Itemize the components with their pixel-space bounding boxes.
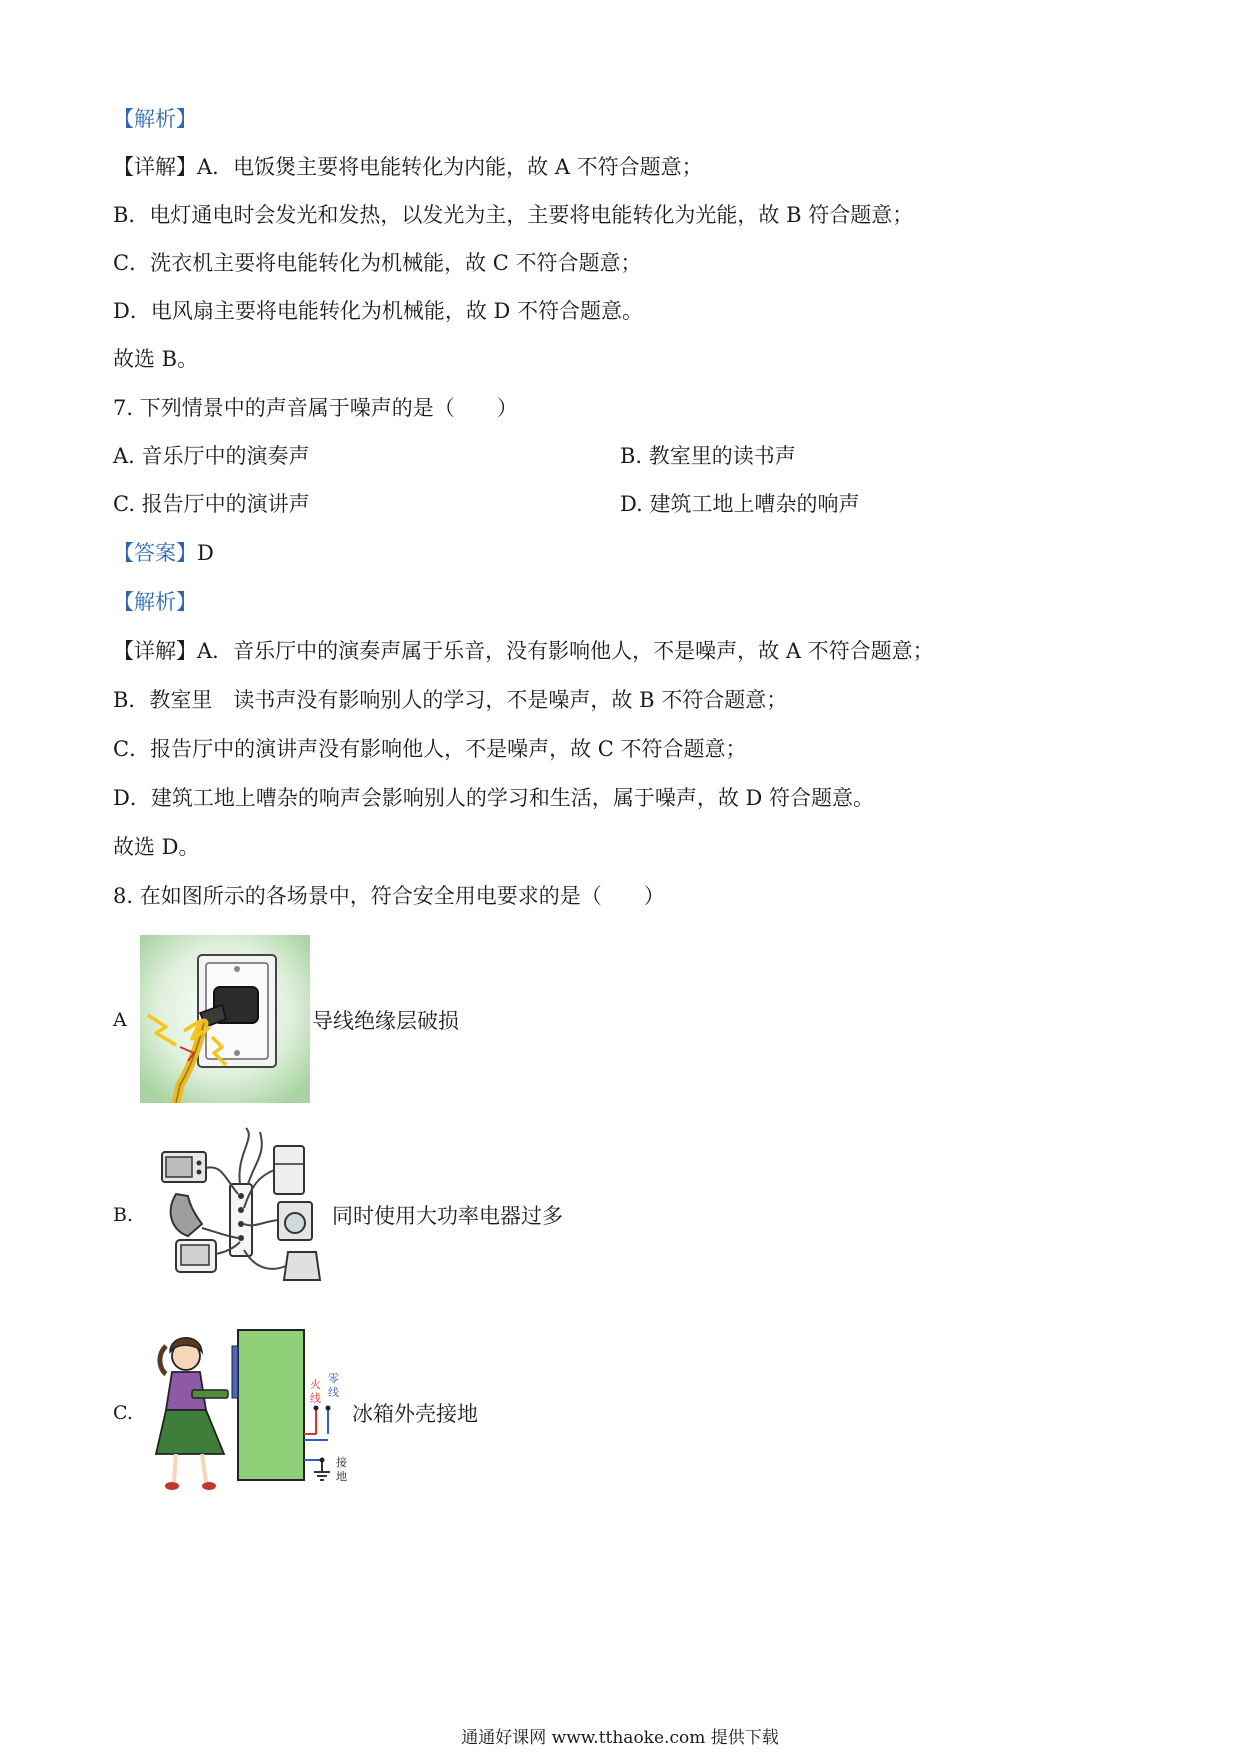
q8-option-c-caption: 冰箱外壳接地: [352, 1402, 478, 1426]
q7-detail-a-text: A．音乐厅中的演奏声属于乐音，没有影响他人，不是噪声，故 A 不符合题意；: [197, 639, 934, 663]
q7-answer: [113, 538, 214, 568]
neutral-wire-label-2: 线: [328, 1386, 339, 1399]
grounded-fridge-illustration: [152, 1326, 360, 1492]
q8-option-b-caption: 同时使用大功率电器过多: [332, 1204, 563, 1228]
page-footer: 通通好课网 www.tthaoke.com 提供下载: [461, 1728, 779, 1748]
q8-option-b-label: B.: [113, 1204, 134, 1226]
live-wire-label-1: 火: [310, 1378, 321, 1391]
q7-detail-b: B．教室里 读书声没有影响别人的学习，不是噪声，故 B 不符合题意；: [113, 688, 788, 712]
ground-label-1: 接: [336, 1456, 347, 1469]
q6-detail-d: D．电风扇主要将电能转化为机械能，故 D 不符合题意。: [113, 299, 644, 323]
q7-option-d: D. 建筑工地上嘈杂的响声: [620, 492, 860, 516]
q8-option-a-caption: 导线绝缘层破损: [312, 1009, 459, 1033]
q8-option-c-label: C.: [113, 1402, 133, 1424]
q6-analysis-heading: 【解析】: [113, 107, 197, 131]
q7-detail-d: D．建筑工地上嘈杂的响声会影响别人的学习和生活，属于噪声，故 D 符合题意。: [113, 786, 875, 810]
q6-choice: 故选 B。: [113, 347, 199, 371]
live-wire-label-2: 线: [310, 1392, 321, 1405]
q8-option-a-label: A: [113, 1009, 127, 1031]
q6-detail-a: [113, 152, 703, 182]
q7-detail-tag: 【详解】: [113, 639, 197, 663]
q7-choice: 故选 D。: [113, 835, 200, 859]
damaged-wire-illustration: [140, 935, 310, 1103]
q7-analysis-heading: 【解析】: [113, 590, 197, 614]
q8-stem: 8. 在如图所示的各场景中，符合安全用电要求的是（ ）: [113, 884, 665, 908]
ground-label-2: 地: [336, 1470, 347, 1483]
neutral-wire-label-1: 零: [328, 1372, 339, 1385]
q7-detail-c: C．报告厅中的演讲声没有影响他人，不是噪声，故 C 不符合题意；: [113, 737, 747, 761]
q7-option-a: A. 音乐厅中的演奏声: [113, 444, 310, 468]
q6-detail-c: C．洗衣机主要将电能转化为机械能，故 C 不符合题意；: [113, 251, 642, 275]
q6-detail-a-text: A．电饭煲主要将电能转化为内能，故 A 不符合题意；: [197, 155, 703, 179]
q7-answer-value: D: [197, 541, 214, 565]
q7-stem: 7. 下列情景中的声音属于噪声的是（ ）: [113, 396, 518, 420]
overloaded-socket-illustration: [156, 1124, 336, 1292]
q7-detail-a: [113, 636, 934, 666]
q7-answer-tag: 【答案】: [113, 541, 197, 565]
q6-detail-tag: 【详解】: [113, 155, 197, 179]
q7-option-c: C. 报告厅中的演讲声: [113, 492, 310, 516]
q6-detail-b: B．电灯通电时会发光和发热，以发光为主，主要将电能转化为光能，故 B 符合题意；: [113, 203, 914, 227]
q7-option-b: B. 教室里的读书声: [620, 444, 796, 468]
